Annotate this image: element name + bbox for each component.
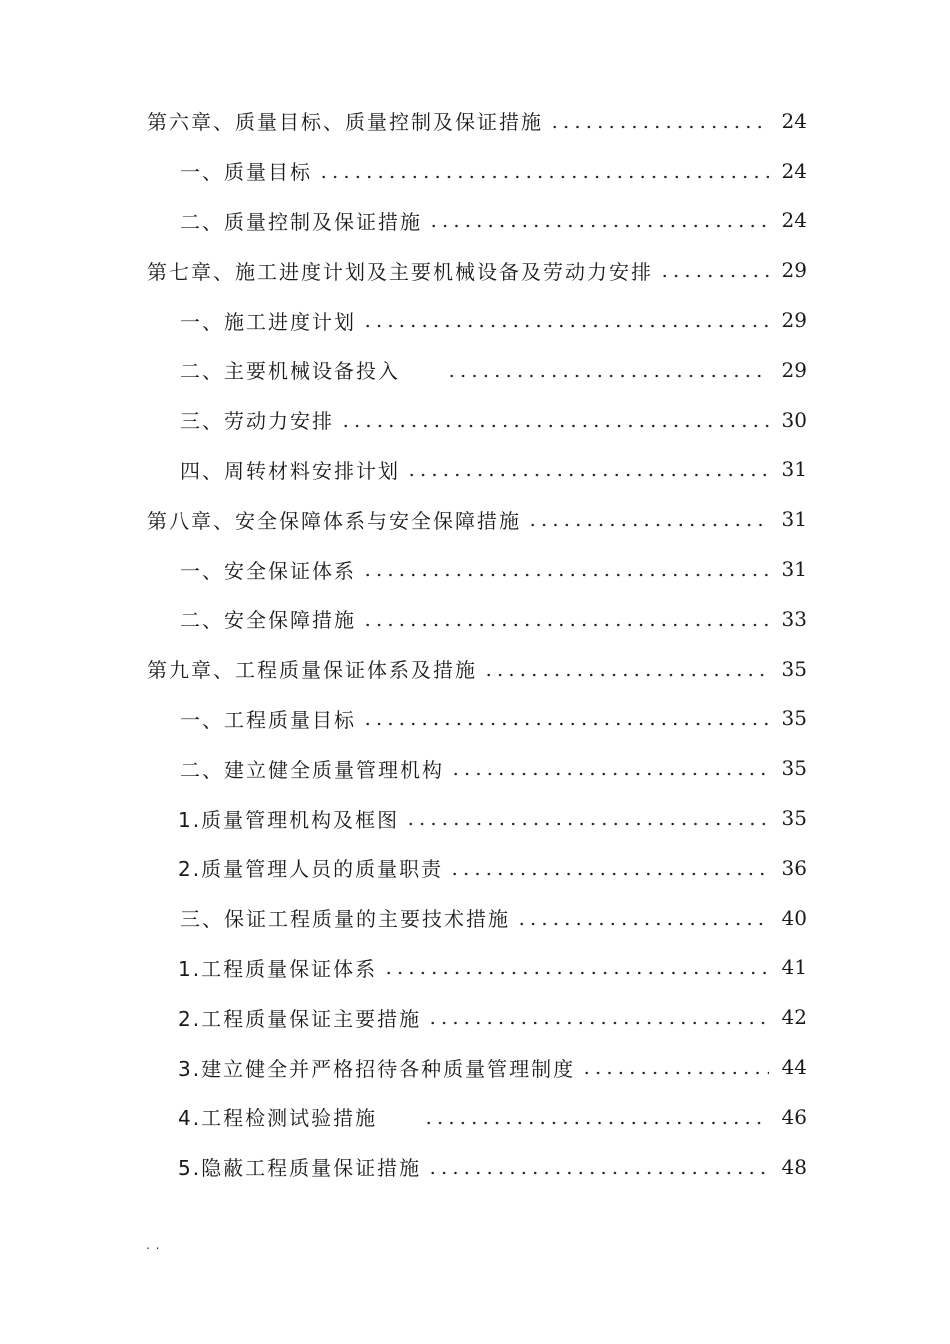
toc-entry-title: 5.隐蔽工程质量保证措施 bbox=[178, 1156, 422, 1181]
dot-leader bbox=[428, 210, 769, 230]
toc-entry-page: 35 bbox=[781, 806, 807, 831]
toc-entry-page: 35 bbox=[781, 756, 807, 781]
toc-entry-page: 29 bbox=[781, 258, 807, 283]
toc-entry-title: 二、主要机械设备投入 bbox=[180, 359, 400, 384]
toc-entry-title: 二、安全保障措施 bbox=[180, 608, 356, 633]
toc-entry-title: 第七章、施工进度计划及主要机械设备及劳动力安排 bbox=[147, 259, 653, 284]
toc-entry-page: 24 bbox=[781, 208, 807, 233]
toc-entry-title: 3.建立健全并严格招待各种质量管理制度 bbox=[178, 1056, 576, 1081]
toc-entry-title: 1.质量管理机构及框图 bbox=[178, 807, 400, 832]
dot-leader bbox=[340, 410, 769, 430]
toc-entry[interactable] bbox=[0, 1142, 950, 1192]
dot-leader bbox=[423, 1107, 769, 1127]
dot-leader bbox=[405, 808, 769, 828]
toc-entry-title: 第九章、工程质量保证体系及措施 bbox=[147, 658, 477, 683]
dot-leader bbox=[527, 509, 769, 529]
table-of-contents bbox=[0, 96, 950, 1192]
toc-entry-title: 第八章、安全保障体系与安全保障措施 bbox=[147, 508, 521, 533]
toc-entry-title: 一、安全保证体系 bbox=[180, 558, 356, 583]
dot-leader bbox=[449, 858, 769, 878]
toc-entry-page: 33 bbox=[781, 606, 807, 631]
toc-entry-title: 2.质量管理人员的质量职责 bbox=[178, 857, 444, 882]
toc-entry-page: 44 bbox=[781, 1055, 807, 1080]
dot-leader bbox=[406, 459, 769, 479]
toc-entry[interactable] bbox=[0, 644, 950, 694]
toc-entry[interactable] bbox=[0, 1092, 950, 1142]
dot-leader bbox=[383, 957, 769, 977]
toc-entry[interactable] bbox=[0, 594, 950, 644]
dot-leader bbox=[362, 708, 769, 728]
toc-entry-page: 24 bbox=[781, 158, 807, 183]
toc-entry[interactable] bbox=[0, 544, 950, 594]
toc-entry-title: 第六章、质量目标、质量控制及保证措施 bbox=[147, 110, 543, 135]
dot-leader bbox=[446, 360, 769, 380]
toc-entry[interactable] bbox=[0, 992, 950, 1042]
toc-entry-page: 36 bbox=[781, 855, 807, 880]
toc-entry-page: 31 bbox=[781, 507, 807, 532]
toc-entry[interactable] bbox=[0, 295, 950, 345]
dot-leader bbox=[450, 758, 769, 778]
dot-leader bbox=[581, 1057, 769, 1077]
toc-entry[interactable] bbox=[0, 345, 950, 395]
dot-leader bbox=[362, 559, 769, 579]
toc-entry[interactable] bbox=[0, 743, 950, 793]
toc-entry-page: 29 bbox=[781, 308, 807, 333]
dot-leader bbox=[659, 260, 769, 280]
toc-entry[interactable] bbox=[0, 494, 950, 544]
toc-entry[interactable] bbox=[0, 943, 950, 993]
toc-entry-title: 二、建立健全质量管理机构 bbox=[180, 757, 444, 782]
dot-leader bbox=[427, 1157, 769, 1177]
toc-entry[interactable] bbox=[0, 245, 950, 295]
toc-entry-page: 31 bbox=[781, 457, 807, 482]
toc-entry[interactable] bbox=[0, 694, 950, 744]
toc-entry-title: 三、劳动力安排 bbox=[180, 409, 334, 434]
toc-entry-title: 1.工程质量保证体系 bbox=[178, 956, 378, 981]
toc-entry-title: 二、质量控制及保证措施 bbox=[180, 209, 422, 234]
dot-leader bbox=[362, 310, 769, 330]
toc-entry-title: 三、保证工程质量的主要技术措施 bbox=[180, 907, 510, 932]
toc-entry[interactable] bbox=[0, 196, 950, 246]
toc-entry-page: 29 bbox=[781, 357, 807, 382]
toc-entry[interactable] bbox=[0, 445, 950, 495]
toc-entry-page: 35 bbox=[781, 706, 807, 731]
toc-entry-title: 4.工程检测试验措施 bbox=[178, 1106, 378, 1131]
dot-leader bbox=[516, 908, 769, 928]
dot-leader bbox=[362, 609, 769, 629]
toc-entry-page: 35 bbox=[781, 656, 807, 681]
toc-entry-page: 46 bbox=[781, 1104, 807, 1129]
toc-entry-page: 30 bbox=[781, 407, 807, 432]
toc-entry-page: 31 bbox=[781, 557, 807, 582]
toc-entry-title: 一、质量目标 bbox=[180, 160, 312, 185]
toc-entry-page: 24 bbox=[781, 108, 807, 133]
toc-entry[interactable] bbox=[0, 395, 950, 445]
toc-entry-page: 42 bbox=[781, 1005, 807, 1030]
toc-entry-title: 一、工程质量目标 bbox=[180, 707, 356, 732]
dot-leader bbox=[427, 1007, 769, 1027]
toc-entry[interactable] bbox=[0, 893, 950, 943]
toc-entry[interactable] bbox=[0, 793, 950, 843]
dot-leader bbox=[483, 659, 769, 679]
toc-entry[interactable] bbox=[0, 96, 950, 146]
toc-entry-title: 2.工程质量保证主要措施 bbox=[178, 1006, 422, 1031]
toc-entry-page: 41 bbox=[781, 955, 807, 980]
dot-leader bbox=[549, 111, 769, 131]
toc-entry-page: 40 bbox=[781, 905, 807, 930]
dot-leader bbox=[318, 161, 769, 181]
toc-entry-title: 四、周转材料安排计划 bbox=[180, 458, 400, 483]
toc-entry-page: 48 bbox=[781, 1154, 807, 1179]
toc-entry[interactable] bbox=[0, 843, 950, 893]
footer-mark: . . bbox=[146, 1238, 161, 1252]
toc-entry-title: 一、施工进度计划 bbox=[180, 309, 356, 334]
toc-entry[interactable] bbox=[0, 1042, 950, 1092]
toc-entry[interactable] bbox=[0, 146, 950, 196]
